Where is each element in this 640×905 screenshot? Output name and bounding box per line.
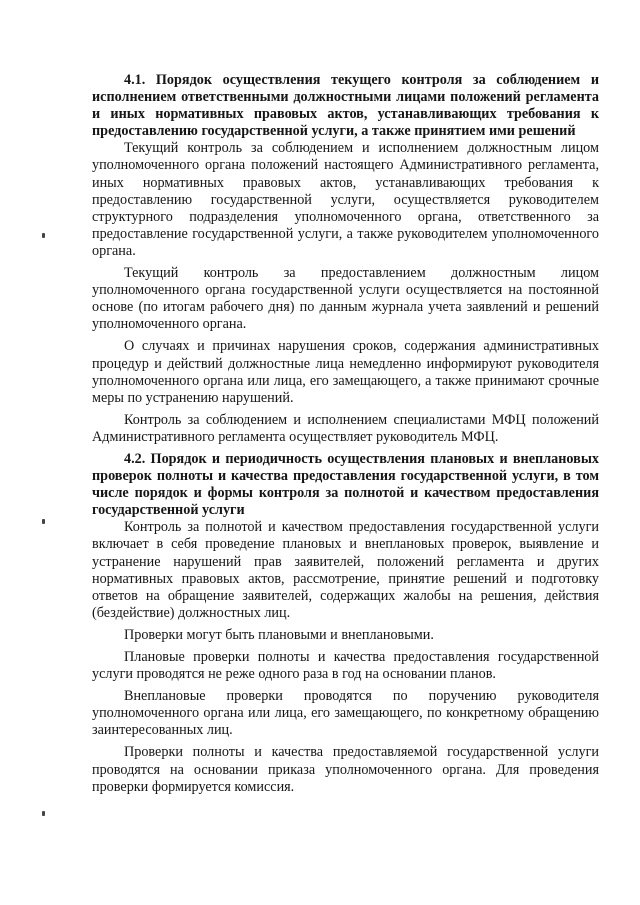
paragraph: Контроль за соблюдением и исполнением специалистами МФЦ положений Административного регламента осуществляет руководитель МФЦ. [92, 411, 599, 445]
paragraph: Контроль за полнотой и качеством предоставления государственной услуги включает в себя проведение плановых и внеплановых проверок, выявление и устранение нарушений прав заявителей, положений регламента и других нормативных правовых актов, рассмотрение, принятие решений и подготовку ответов на обращение заявителей, содержащих жалобы на решения, действия (бездействие) должностных лиц. [92, 519, 599, 621]
paragraph: Проверки могут быть плановыми и внеплановыми. [124, 626, 434, 643]
paragraph: Текущий контроль за соблюдением и исполнением должностным лицом уполномоченного органа положений настоящего Административного регламента, иных нормативных правовых актов, устанавливающих требования к предоставлению государственной услуги, осуществляется руководителем структурного подразделения уполномоченного органа, ответственного за предоставление государственной услуги, а также руководителем уполномоченного органа. [92, 140, 599, 259]
section-heading: 4.2. Порядок и периодичность осуществления плановых и внеплановых проверок полноты и качества предоставления государственной услуги, в том числе порядок и формы контроля за полнотой и качеством предоставления государственной услуги [92, 450, 599, 519]
paragraph: Текущий контроль за предоставлением должностным лицом уполномоченного органа государственной услуги осуществляется на постоянной основе (по итогам рабочего дня) по данным журнала учета заявлений и решений уполномоченного органа. [92, 265, 599, 333]
document-page [92, 72, 599, 801]
paragraph: Плановые проверки полноты и качества предоставления государственной услуги проводятся не реже одного раза в год на основании планов. [92, 649, 599, 683]
margin-mark [42, 233, 45, 238]
paragraph: Внеплановые проверки проводятся по поручению руководителя уполномоченного органа или лица, его замещающего, по конкретному обращению заинтересованных лиц. [92, 688, 599, 739]
margin-mark [42, 519, 45, 524]
section-heading: 4.1. Порядок осуществления текущего контроля за соблюдением и исполнением ответственными должностными лицами положений регламента и иных нормативных правовых актов, устанавливающих требования к предоставлению государственной услуги, а также принятием ими решений [92, 72, 599, 140]
margin-mark [42, 811, 45, 816]
paragraph: О случаях и причинах нарушения сроков, содержания административных процедур и действий должностные лица немедленно информируют руководителя уполномоченного органа или лица, его замещающего, а также принимают срочные меры по устранению нарушений. [92, 338, 599, 406]
paragraph: Проверки полноты и качества предоставляемой государственной услуги проводятся на основании приказа уполномоченного органа. Для проведения проверки формируется комиссия. [92, 744, 599, 795]
